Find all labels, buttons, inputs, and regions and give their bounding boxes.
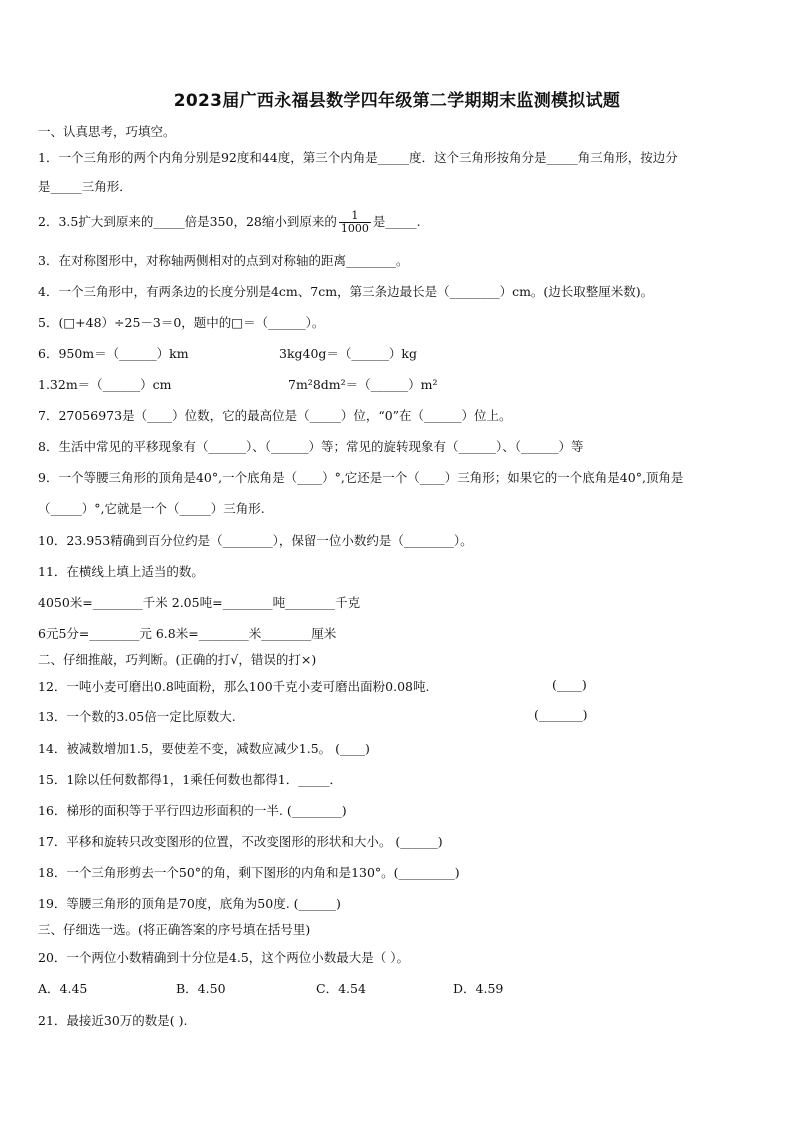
text-line: 7．27056973是（____）位数，它的最高位是（_____）位，“0”在（______）位上。 bbox=[38, 408, 512, 423]
text-line: 16．梯形的面积等于平行四边形面积的一半. (________) bbox=[38, 803, 347, 818]
question-2-tail: 是_____. bbox=[372, 214, 421, 229]
text-line: 6．950m＝（______）km bbox=[38, 346, 189, 361]
text-line: 14．被减数增加1.5，要使差不变，减数应减少1.5。 (____) bbox=[38, 741, 370, 756]
text-line: (____) bbox=[552, 677, 587, 692]
text-line: 19．等腰三角形的顶角是70度，底角为50度. (______) bbox=[38, 896, 341, 911]
text-line: 21．最接近30万的数是( ). bbox=[38, 1013, 188, 1028]
text-line: 9．一个等腰三角形的顶角是40°,一个底角是（____）°,它还是一个（____）三角形；如果它的一个底角是40°,顶角是 bbox=[38, 470, 684, 485]
question-2 bbox=[38, 210, 421, 235]
text-line: 一、认真思考，巧填空。 bbox=[38, 124, 176, 139]
text-line: 17．平移和旋转只改变图形的位置，不改变图形的形状和大小。 (______) bbox=[38, 834, 443, 849]
text-line: 是_____三角形． bbox=[38, 179, 132, 194]
text-line: 11．在横线上填上适当的数。 bbox=[38, 564, 204, 579]
text-line: 7m²8dm²＝（______）m² bbox=[288, 377, 438, 392]
text-line: 二、仔细推敲，巧判断。(正确的打√，错误的打×) bbox=[38, 652, 317, 667]
text-line: 12．一吨小麦可磨出0.8吨面粉，那么100千克小麦可磨出面粉0.08吨. bbox=[38, 679, 430, 694]
text-line: A．4.45 bbox=[38, 981, 88, 996]
text-line: 三、仔细选一选。(将正确答案的序号填在括号里) bbox=[38, 922, 311, 937]
text-line: 3kg40g＝（______）kg bbox=[279, 346, 418, 361]
text-line: 15．1除以任何数都得1，1乘任何数也都得1．_____． bbox=[38, 772, 342, 787]
text-line: 1．一个三角形的两个内角分别是92度和44度，第三个内角是_____度．这个三角形按角分是_____角三角形，按边分 bbox=[38, 150, 678, 165]
text-line: 4．一个三角形中，有两条边的长度分别是4cm、7cm，第三条边最长是（________）cm。(边长取整厘米数)。 bbox=[38, 284, 654, 299]
page-title: 2023届广西永福县数学四年级第二学期期末监测模拟试题 bbox=[173, 91, 621, 111]
text-line: 13．一个数的3.05倍一定比原数大. bbox=[38, 709, 236, 724]
text-line: 3．在对称图形中，对称轴两侧相对的点到对称轴的距离________。 bbox=[38, 253, 409, 268]
fraction-numerator: 1 bbox=[339, 210, 371, 223]
text-line: 5．(□+48）÷25－3＝0，题中的□＝（______）。 bbox=[38, 315, 325, 330]
text-line: B．4.50 bbox=[176, 981, 226, 996]
text-line: C．4.54 bbox=[316, 981, 366, 996]
question-2-text: 2．3.5扩大到原来的_____倍是350，28缩小到原来的 bbox=[38, 214, 337, 229]
text-line: 18．一个三角形剪去一个50°的角，剩下图形的内角和是130°。(_________) bbox=[38, 865, 460, 880]
text-line: (_______) bbox=[534, 707, 588, 722]
text-line: （_____）°,它就是一个（_____）三角形. bbox=[38, 501, 265, 516]
text-line: 4050米=________千米 2.05吨=________吨________千克 bbox=[38, 595, 361, 610]
fraction bbox=[339, 210, 371, 235]
fraction-denominator: 1000 bbox=[340, 222, 369, 235]
text-line: 8．生活中常见的平移现象有（______）、（______）等；常见的旋转现象有（______）、（______）等 bbox=[38, 439, 584, 454]
text-line: 1.32m＝（______）cm bbox=[38, 377, 172, 392]
text-line: 6元5分=________元 6.8米=________米________厘米 bbox=[38, 626, 337, 641]
text-line: D．4.59 bbox=[453, 981, 504, 996]
text-line: 10．23.953精确到百分位约是（________），保留一位小数约是（________）。 bbox=[38, 533, 473, 548]
text-line: 20．一个两位小数精确到十分位是4.5，这个两位小数最大是（ ）。 bbox=[38, 950, 410, 965]
